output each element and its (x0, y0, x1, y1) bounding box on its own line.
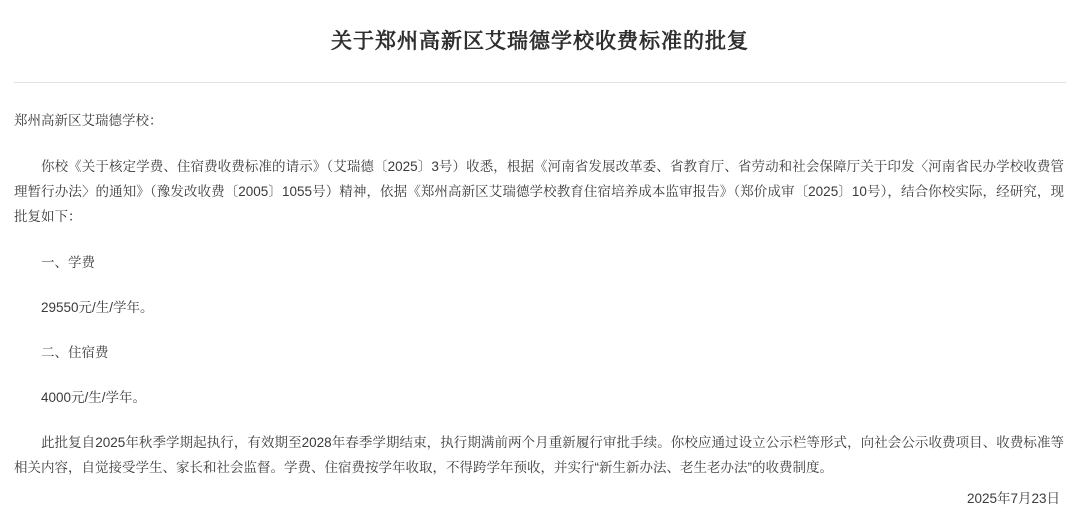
document-date: 2025年7月23日 (966, 491, 1060, 506)
closing-paragraph: 此批复自2025年秋季学期起执行，有效期至2028年春季学期结束，执行期满前两个月重新履行审批手续。你校应通过设立公示栏等形式，向社会公示收费项目、收费标准等相关内容，自觉接受学生、家长和社会监督。学费、住宿费按学年收取，不得跨学年预收，并实行“新生新办法、老生老办法”的收费制度。 (14, 435, 1064, 476)
page-title: 关于郑州高新区艾瑞德学校收费标准的批复 (331, 30, 749, 53)
document-body (0, 83, 1080, 482)
addressee-line: 郑州高新区艾瑞德学校： (14, 112, 163, 128)
item-value-accommodation: 4000元/生/学年。 (41, 390, 147, 406)
main-paragraph: 你校《关于核定学费、住宿费收费标准的请示》（艾瑞德〔2025〕3号）收悉，根据《河南省发展改革委、省教育厅、省劳动和社会保障厅关于印发〈河南省民办学校收费管理暂行办法〉的通知》（豫发改收费〔2005〕1055号）精神，依据《郑州高新区艾瑞德学校教育住宿培养成本监审报告》（郑价成审〔2025〕10号），结合你校实际，经研究，现批复如下： (14, 159, 1064, 225)
item-label-tuition: 一、学费 (41, 255, 95, 271)
item-value-tuition: 29550元/生/学年。 (41, 300, 154, 316)
item-label-accommodation: 二、住宿费 (41, 345, 109, 361)
